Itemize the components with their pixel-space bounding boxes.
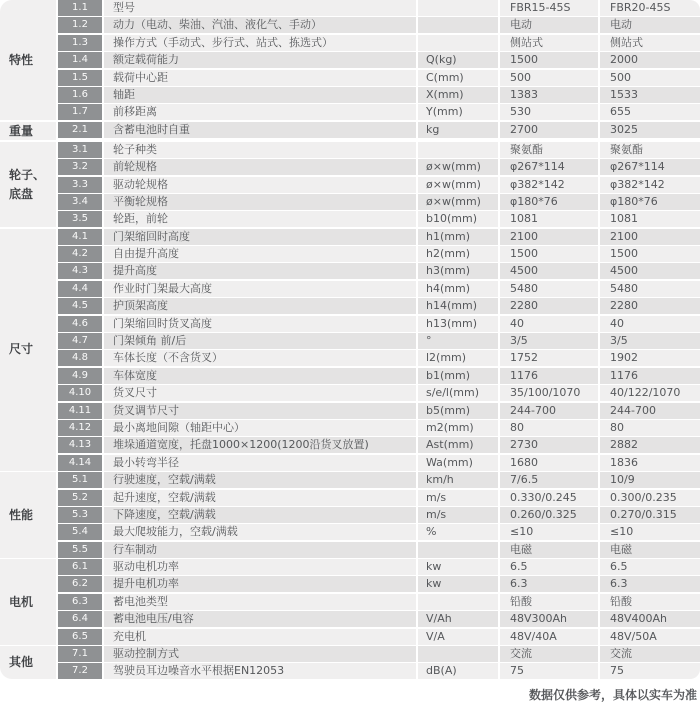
row-unit-cell: ° <box>418 333 498 349</box>
row-unit-cell: Wa(mm) <box>418 455 498 471</box>
row-number-cell: 4.12 <box>58 420 102 436</box>
row-value-model2-cell: 500 <box>600 70 700 86</box>
spec-row <box>58 298 700 314</box>
row-number-cell: 7.1 <box>58 646 102 662</box>
row-unit-cell: b1(mm) <box>418 368 498 384</box>
section-rows <box>56 646 700 679</box>
row-number-cell: 4.14 <box>58 455 102 471</box>
row-description-cell: 门架缩回时货叉高度 <box>104 316 416 332</box>
spec-row <box>58 368 700 384</box>
row-unit-cell: X(mm) <box>418 87 498 103</box>
row-description-cell: 门架倾角 前/后 <box>104 333 416 349</box>
section-rows <box>56 0 700 120</box>
row-unit-cell <box>418 646 498 662</box>
row-value-model2-cell: φ267*114 <box>600 159 700 175</box>
row-value-model1-cell: 530 <box>500 104 598 120</box>
spec-row <box>58 159 700 175</box>
row-value-model2-cell: 1836 <box>600 455 700 471</box>
row-description-cell: 平衡轮规格 <box>104 194 416 210</box>
row-unit-cell: b10(mm) <box>418 211 498 227</box>
row-description-cell: 护顶架高度 <box>104 298 416 314</box>
row-value-model1-cell: 80 <box>500 420 598 436</box>
row-number-cell: 1.7 <box>58 104 102 120</box>
row-value-model1-cell: 5480 <box>500 281 598 297</box>
row-value-model2-cell: 电磁 <box>600 542 700 558</box>
spec-row <box>58 646 700 662</box>
row-number-cell: 6.1 <box>58 559 102 575</box>
row-description-cell: 型号 <box>104 0 416 16</box>
row-value-model2-cell: 侧站式 <box>600 35 700 51</box>
row-unit-cell: km/h <box>418 472 498 488</box>
row-value-model2-cell: 3/5 <box>600 333 700 349</box>
row-unit-cell: % <box>418 524 498 540</box>
row-value-model1-cell: 1176 <box>500 368 598 384</box>
row-description-cell: 起升速度，空载/满载 <box>104 490 416 506</box>
spec-row <box>58 246 700 262</box>
row-value-model1-cell: FBR15-45S <box>500 0 598 16</box>
row-number-cell: 4.1 <box>58 229 102 245</box>
spec-row <box>58 611 700 627</box>
row-number-cell: 6.3 <box>58 594 102 610</box>
row-number-cell: 3.4 <box>58 194 102 210</box>
row-description-cell: 额定载荷能力 <box>104 52 416 68</box>
row-unit-cell: m/s <box>418 507 498 523</box>
row-value-model1-cell: 0.330/0.245 <box>500 490 598 506</box>
row-number-cell: 1.4 <box>58 52 102 68</box>
row-description-cell: 蓄电池电压/电容 <box>104 611 416 627</box>
spec-section <box>0 472 700 558</box>
category-cell: 其他 <box>0 646 56 679</box>
category-cell: 轮子、底盘 <box>0 142 56 228</box>
row-unit-cell: m/s <box>418 490 498 506</box>
row-number-cell: 3.1 <box>58 142 102 158</box>
row-value-model1-cell: 1500 <box>500 52 598 68</box>
row-number-cell: 6.4 <box>58 611 102 627</box>
row-value-model1-cell: 0.260/0.325 <box>500 507 598 523</box>
spec-row <box>58 385 700 401</box>
row-unit-cell: h3(mm) <box>418 263 498 279</box>
spec-row <box>58 350 700 366</box>
row-value-model2-cell: 40/122/1070 <box>600 385 700 401</box>
row-value-model1-cell: 铅酸 <box>500 594 598 610</box>
category-cell: 特性 <box>0 0 56 120</box>
row-number-cell: 3.3 <box>58 177 102 193</box>
section-rows <box>56 142 700 228</box>
row-unit-cell: Q(kg) <box>418 52 498 68</box>
row-value-model1-cell: 500 <box>500 70 598 86</box>
row-description-cell: 自由提升高度 <box>104 246 416 262</box>
row-unit-cell: kg <box>418 122 498 138</box>
row-description-cell: 行驶速度，空载/满载 <box>104 472 416 488</box>
spec-section <box>0 122 700 141</box>
spec-row <box>58 629 700 645</box>
row-unit-cell <box>418 142 498 158</box>
row-value-model1-cell: 48V300Ah <box>500 611 598 627</box>
row-unit-cell: l2(mm) <box>418 350 498 366</box>
row-value-model2-cell: 6.3 <box>600 576 700 592</box>
row-unit-cell: s/e/l(mm) <box>418 385 498 401</box>
spec-row <box>58 333 700 349</box>
row-value-model2-cell: φ180*76 <box>600 194 700 210</box>
row-description-cell: 轮距，前轮 <box>104 211 416 227</box>
row-value-model2-cell: 0.270/0.315 <box>600 507 700 523</box>
row-description-cell: 门架缩回时高度 <box>104 229 416 245</box>
row-number-cell: 3.2 <box>58 159 102 175</box>
row-number-cell: 4.3 <box>58 263 102 279</box>
row-description-cell: 提升电机功率 <box>104 576 416 592</box>
row-unit-cell: Ast(mm) <box>418 437 498 453</box>
spec-row <box>58 104 700 120</box>
row-number-cell: 4.5 <box>58 298 102 314</box>
spec-row <box>58 87 700 103</box>
row-value-model1-cell: 1383 <box>500 87 598 103</box>
row-number-cell: 4.13 <box>58 437 102 453</box>
spec-row <box>58 594 700 610</box>
row-value-model2-cell: 48V/50A <box>600 629 700 645</box>
spec-row <box>58 576 700 592</box>
row-number-cell: 6.5 <box>58 629 102 645</box>
section-rows <box>56 122 700 141</box>
row-value-model1-cell: 1081 <box>500 211 598 227</box>
row-value-model1-cell: 6.3 <box>500 576 598 592</box>
row-description-cell: 轴距 <box>104 87 416 103</box>
row-number-cell: 6.2 <box>58 576 102 592</box>
row-value-model1-cell: ≤10 <box>500 524 598 540</box>
spec-section <box>0 142 700 228</box>
row-unit-cell: kw <box>418 559 498 575</box>
row-number-cell: 4.8 <box>58 350 102 366</box>
row-description-cell: 下降速度，空载/满载 <box>104 507 416 523</box>
row-unit-cell: h13(mm) <box>418 316 498 332</box>
row-number-cell: 1.5 <box>58 70 102 86</box>
row-unit-cell <box>418 542 498 558</box>
row-value-model2-cell: 铅酸 <box>600 594 700 610</box>
row-number-cell: 1.1 <box>58 0 102 16</box>
row-number-cell: 4.2 <box>58 246 102 262</box>
row-number-cell: 5.1 <box>58 472 102 488</box>
row-unit-cell <box>418 17 498 33</box>
footer-disclaimer: 数据仅供参考，具体以实车为准 <box>528 688 697 703</box>
row-value-model1-cell: 1500 <box>500 246 598 262</box>
row-description-cell: 货叉调节尺寸 <box>104 403 416 419</box>
row-description-cell: 驾驶员耳边噪音水平根据EN12053 <box>104 663 416 679</box>
row-description-cell: 前轮规格 <box>104 159 416 175</box>
row-unit-cell <box>418 0 498 16</box>
spec-row <box>58 437 700 453</box>
row-value-model1-cell: 6.5 <box>500 559 598 575</box>
row-description-cell: 操作方式（手动式、步行式、站式、拣选式） <box>104 35 416 51</box>
row-value-model2-cell: 80 <box>600 420 700 436</box>
section-rows <box>56 229 700 471</box>
row-description-cell: 车体长度（不含货叉） <box>104 350 416 366</box>
row-value-model2-cell: 1176 <box>600 368 700 384</box>
row-value-model1-cell: 2280 <box>500 298 598 314</box>
row-unit-cell: ø×w(mm) <box>418 159 498 175</box>
spec-row <box>58 490 700 506</box>
row-value-model2-cell: 40 <box>600 316 700 332</box>
spec-row <box>58 229 700 245</box>
spec-row <box>58 177 700 193</box>
row-number-cell: 3.5 <box>58 211 102 227</box>
row-value-model1-cell: 40 <box>500 316 598 332</box>
row-value-model1-cell: 35/100/1070 <box>500 385 598 401</box>
row-value-model2-cell: 0.300/0.235 <box>600 490 700 506</box>
spec-row <box>58 455 700 471</box>
spec-row <box>58 142 700 158</box>
row-value-model2-cell: 1533 <box>600 87 700 103</box>
row-description-cell: 动力（电动、柴油、汽油、液化气、手动） <box>104 17 416 33</box>
row-description-cell: 作业时门架最大高度 <box>104 281 416 297</box>
row-description-cell: 最小离地间隙（轴距中心） <box>104 420 416 436</box>
row-description-cell: 含蓄电池时自重 <box>104 122 416 138</box>
row-description-cell: 驱动电机功率 <box>104 559 416 575</box>
row-value-model1-cell: 2100 <box>500 229 598 245</box>
row-unit-cell: b5(mm) <box>418 403 498 419</box>
row-description-cell: 轮子种类 <box>104 142 416 158</box>
row-value-model2-cell: 5480 <box>600 281 700 297</box>
row-value-model1-cell: 1680 <box>500 455 598 471</box>
row-description-cell: 载荷中心距 <box>104 70 416 86</box>
row-value-model2-cell: 2280 <box>600 298 700 314</box>
row-unit-cell: V/Ah <box>418 611 498 627</box>
row-unit-cell: h14(mm) <box>418 298 498 314</box>
row-value-model1-cell: 电磁 <box>500 542 598 558</box>
row-value-model2-cell: 6.5 <box>600 559 700 575</box>
row-value-model1-cell: 244-700 <box>500 403 598 419</box>
row-number-cell: 2.1 <box>58 122 102 138</box>
row-description-cell: 蓄电池类型 <box>104 594 416 610</box>
row-value-model2-cell: 交流 <box>600 646 700 662</box>
row-value-model1-cell: 2700 <box>500 122 598 138</box>
row-number-cell: 4.4 <box>58 281 102 297</box>
spec-row <box>58 281 700 297</box>
row-number-cell: 1.2 <box>58 17 102 33</box>
row-number-cell: 5.4 <box>58 524 102 540</box>
row-number-cell: 5.2 <box>58 490 102 506</box>
spec-row <box>58 263 700 279</box>
row-value-model2-cell: 2000 <box>600 52 700 68</box>
spec-row <box>58 17 700 33</box>
row-value-model1-cell: 电动 <box>500 17 598 33</box>
spec-row <box>58 507 700 523</box>
row-description-cell: 堆垛通道宽度，托盘1000×1200(1200沿货叉放置) <box>104 437 416 453</box>
row-value-model2-cell: 75 <box>600 663 700 679</box>
row-description-cell: 驱动控制方式 <box>104 646 416 662</box>
row-value-model2-cell: 244-700 <box>600 403 700 419</box>
category-cell: 重量 <box>0 122 56 141</box>
row-description-cell: 前移距离 <box>104 104 416 120</box>
spec-row <box>58 559 700 575</box>
row-value-model2-cell: 48V400Ah <box>600 611 700 627</box>
row-unit-cell <box>418 35 498 51</box>
row-value-model1-cell: 2730 <box>500 437 598 453</box>
row-value-model1-cell: φ180*76 <box>500 194 598 210</box>
row-unit-cell: h4(mm) <box>418 281 498 297</box>
row-description-cell: 提升高度 <box>104 263 416 279</box>
spec-row <box>58 472 700 488</box>
spec-row <box>58 211 700 227</box>
row-value-model2-cell: 655 <box>600 104 700 120</box>
row-value-model1-cell: 4500 <box>500 263 598 279</box>
row-number-cell: 4.11 <box>58 403 102 419</box>
row-number-cell: 5.5 <box>58 542 102 558</box>
row-unit-cell <box>418 594 498 610</box>
row-value-model2-cell: 聚氨酯 <box>600 142 700 158</box>
row-value-model1-cell: 聚氨酯 <box>500 142 598 158</box>
row-value-model2-cell: φ382*142 <box>600 177 700 193</box>
spec-row <box>58 70 700 86</box>
spec-row <box>58 542 700 558</box>
row-value-model2-cell: ≤10 <box>600 524 700 540</box>
row-unit-cell: h1(mm) <box>418 229 498 245</box>
row-unit-cell: m2(mm) <box>418 420 498 436</box>
row-value-model1-cell: φ267*114 <box>500 159 598 175</box>
row-value-model1-cell: 侧站式 <box>500 35 598 51</box>
row-unit-cell: C(mm) <box>418 70 498 86</box>
row-number-cell: 7.2 <box>58 663 102 679</box>
row-description-cell: 行车制动 <box>104 542 416 558</box>
row-number-cell: 1.3 <box>58 35 102 51</box>
row-description-cell: 货叉尺寸 <box>104 385 416 401</box>
row-value-model1-cell: 3/5 <box>500 333 598 349</box>
row-description-cell: 车体宽度 <box>104 368 416 384</box>
row-value-model2-cell: 1500 <box>600 246 700 262</box>
row-number-cell: 1.6 <box>58 87 102 103</box>
spec-section <box>0 0 700 120</box>
spec-row <box>58 194 700 210</box>
row-value-model2-cell: 2882 <box>600 437 700 453</box>
spec-row <box>58 524 700 540</box>
row-description-cell: 最小转弯半径 <box>104 455 416 471</box>
row-unit-cell: h2(mm) <box>418 246 498 262</box>
row-value-model2-cell: 10/9 <box>600 472 700 488</box>
row-unit-cell: ø×w(mm) <box>418 194 498 210</box>
row-value-model2-cell: FBR20-45S <box>600 0 700 16</box>
row-value-model2-cell: 4500 <box>600 263 700 279</box>
row-number-cell: 4.6 <box>58 316 102 332</box>
row-value-model1-cell: 75 <box>500 663 598 679</box>
row-value-model1-cell: 48V/40A <box>500 629 598 645</box>
row-value-model2-cell: 2100 <box>600 229 700 245</box>
row-unit-cell: V/A <box>418 629 498 645</box>
section-rows <box>56 559 700 645</box>
spec-row <box>58 122 700 138</box>
section-rows <box>56 472 700 558</box>
spec-row <box>58 316 700 332</box>
row-value-model1-cell: φ382*142 <box>500 177 598 193</box>
spec-section <box>0 229 700 471</box>
spec-row <box>58 52 700 68</box>
category-cell: 电机 <box>0 559 56 645</box>
row-description-cell: 驱动轮规格 <box>104 177 416 193</box>
row-value-model1-cell: 交流 <box>500 646 598 662</box>
row-number-cell: 4.9 <box>58 368 102 384</box>
spec-row <box>58 0 700 16</box>
row-unit-cell: ø×w(mm) <box>418 177 498 193</box>
row-unit-cell: kw <box>418 576 498 592</box>
row-number-cell: 4.10 <box>58 385 102 401</box>
spec-row <box>58 420 700 436</box>
row-value-model2-cell: 3025 <box>600 122 700 138</box>
row-value-model1-cell: 1752 <box>500 350 598 366</box>
row-number-cell: 4.7 <box>58 333 102 349</box>
row-value-model2-cell: 1902 <box>600 350 700 366</box>
row-unit-cell: dB(A) <box>418 663 498 679</box>
row-value-model2-cell: 电动 <box>600 17 700 33</box>
spec-section <box>0 646 700 679</box>
row-number-cell: 5.3 <box>58 507 102 523</box>
spec-row <box>58 403 700 419</box>
spec-row <box>58 35 700 51</box>
spec-section <box>0 559 700 645</box>
row-value-model2-cell: 1081 <box>600 211 700 227</box>
row-description-cell: 充电机 <box>104 629 416 645</box>
row-description-cell: 最大爬坡能力，空载/满载 <box>104 524 416 540</box>
row-unit-cell: Y(mm) <box>418 104 498 120</box>
category-cell: 尺寸 <box>0 229 56 471</box>
spec-row <box>58 663 700 679</box>
row-value-model1-cell: 7/6.5 <box>500 472 598 488</box>
category-cell: 性能 <box>0 472 56 558</box>
